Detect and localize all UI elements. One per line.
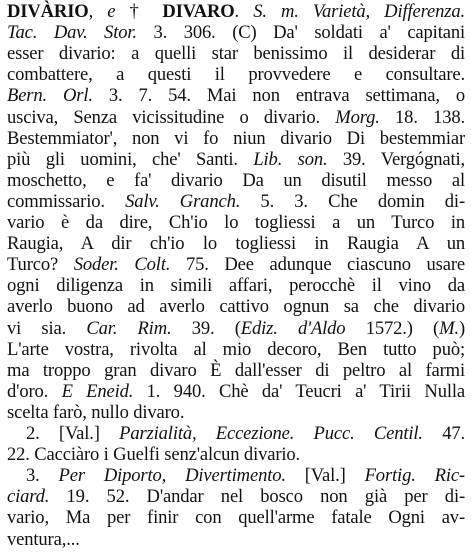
text-run: Raugia, A dir ch'io lo togliessi in Raugia A un [7, 233, 465, 255]
text-run: 22. Cacciàro i Guelfi senz'alcun divario. [7, 444, 301, 466]
italic-citation: M. [439, 317, 459, 339]
text-run: esser divario: a quelli star benissimo il desiderar di [7, 43, 465, 65]
text-run: . [234, 1, 254, 22]
headword: DIVÀRIO [7, 1, 89, 22]
text-run: 3. 306. (C) Da' soldati a' capitani [136, 22, 465, 44]
text-run: 39. ( [171, 317, 241, 339]
text-run: d'oro. [7, 380, 62, 402]
text-run: più gli uomini, che' Santi. [7, 148, 254, 170]
italic-citation: Fortig. Ric- [364, 465, 465, 487]
text-run: 2. [Val.] [26, 423, 120, 444]
italic-citation: Car. Rim. [86, 317, 172, 339]
text-run: ventura,... [7, 528, 80, 550]
italic-citation: Tac. Dav. Stor. [7, 22, 137, 44]
text-run: L'arte vostra, rivolta al mio decoro, Ben tutto può; [7, 338, 465, 360]
text-run: Bestemmiator', non vi fo niun divario Di bestemmiar [7, 127, 465, 149]
text-run: combattere, a questi il provvedere e consultare. [7, 64, 465, 86]
text-run: ma troppo gran divaro È dall'esser di peltro al farmi [7, 359, 465, 381]
italic-citation: Soder. Colt. [73, 254, 171, 276]
text-run: 3. [26, 465, 59, 487]
text-run: Turco? [7, 254, 74, 276]
italic-citation: Per Diporto, Divertimento. [58, 465, 286, 487]
text-run: 47. [422, 423, 465, 444]
text-run: , [88, 1, 108, 22]
text-run: 75. Dee adunque ciascuno usare [170, 254, 465, 276]
text-run: 3. 7. 54. Mai non entrava settimana, o [92, 85, 465, 107]
italic-citation: Bern. Orl. [7, 85, 93, 107]
text-run: moschetto, e fa' divario Da un disutil messo al [7, 169, 465, 191]
italic-citation: ciard. [7, 486, 50, 508]
text-run: 18. 138. [379, 106, 465, 128]
text-run: [Val.] [285, 465, 365, 487]
text-run: averlo buono ad averlo cattivo ognun sa che divario [7, 296, 465, 318]
italic-citation: Parzialità, Eccezione. Pucc. Centil. [119, 423, 423, 444]
text-run: vi sia. [7, 317, 87, 339]
text-run: 5. 3. Che domin di- [240, 190, 465, 212]
italic-citation: Ediz. d'Aldo [240, 317, 346, 339]
text-run: † [115, 1, 163, 22]
text-run: commissario. [7, 190, 126, 212]
text-run: ) [458, 317, 465, 339]
text-run: usciva, Senza vicissitudine o divario. [7, 106, 336, 128]
italic-citation: E Eneid. [61, 380, 134, 402]
headword: DIVARO [162, 1, 235, 22]
italic-citation: e [107, 1, 116, 22]
text-run: vario è da dire, Ch'io lo togliessi a un Turco in [7, 212, 465, 233]
text-run: 1572.) ( [345, 317, 440, 339]
text-run: 19. 52. D'andar nel bosco non già per di- [49, 486, 465, 508]
italic-citation: Morg. [335, 106, 380, 128]
text-run: 1. 940. Chè da' Teucri a' Tirii Nulla [133, 380, 465, 402]
italic-citation: Salv. Granch. [125, 190, 241, 212]
text-run: scelta farò, nullo divaro. [7, 401, 185, 423]
italic-citation: Lib. son. [253, 148, 328, 170]
text-line [7, 528, 465, 552]
text-run: 39. Vergógnati, [327, 148, 465, 170]
text-run: ogni diligenza in simili affari, perocchè il vino da [7, 275, 465, 297]
text-run: vario, Ma per finir con quell'arme fatale Ogni av- [7, 507, 465, 529]
italic-citation: S. m. Varietà, Differenza. [253, 1, 465, 22]
